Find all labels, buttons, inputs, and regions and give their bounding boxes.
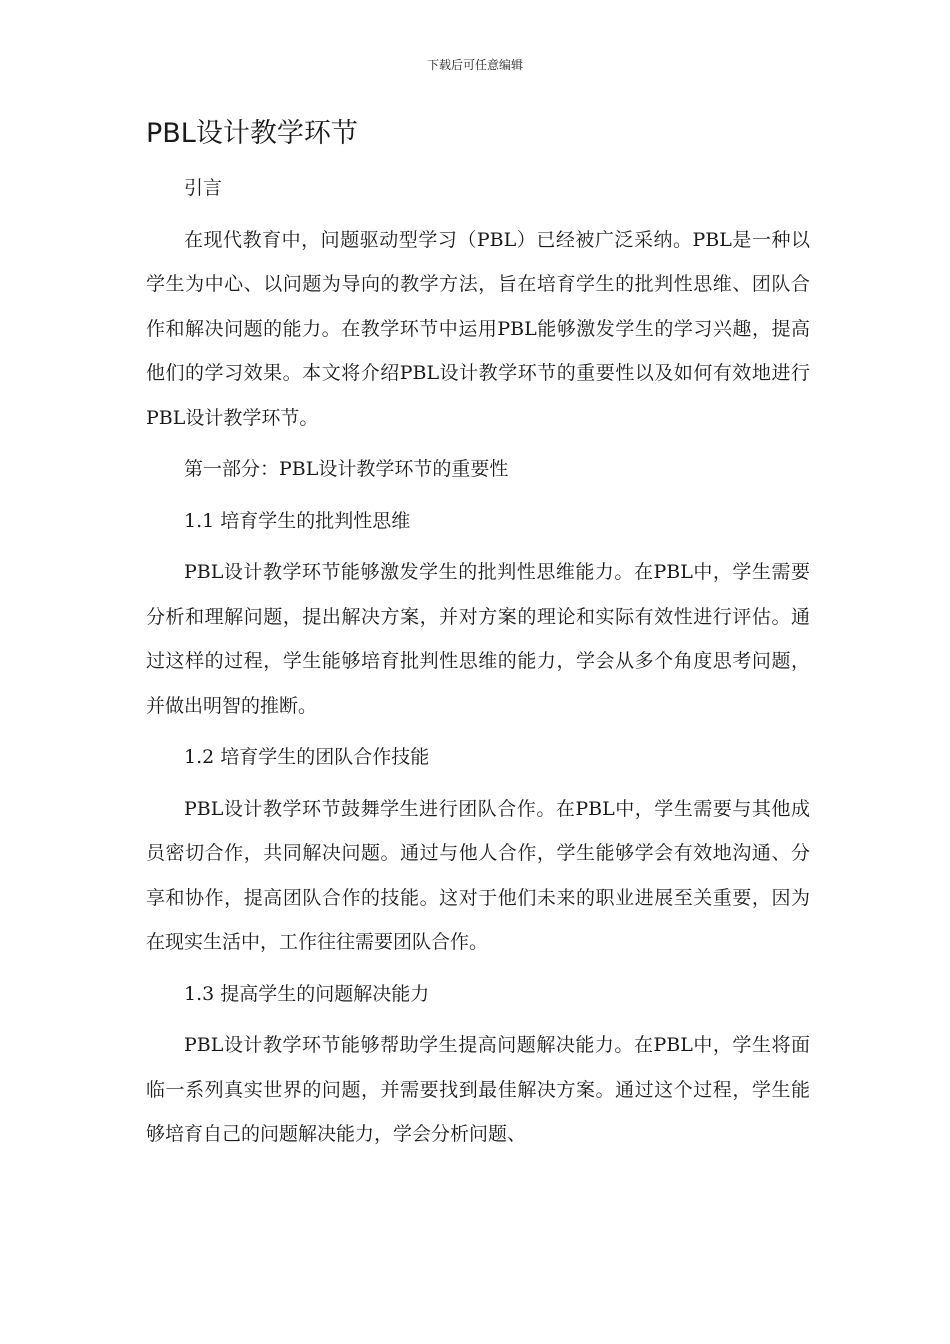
page-title: PBL设计教学环节 <box>146 118 358 149</box>
subsection-heading-1-1: 1.1 培育学生的批判性思维 <box>184 509 411 532</box>
section-heading-part1: 第一部分：PBL设计教学环节的重要性 <box>184 458 509 480</box>
subsection-heading-1-2: 1.2 培育学生的团队合作技能 <box>184 746 430 768</box>
paragraph-1-1: PBL设计教学环节能够激发学生的批判性思维能力。在PBL中，学生需要分析和理解问题，提出解决方案，并对方案的理论和实际有效性进行评估。通过这样的过程，学生能够培育批判性思维的能力，学会从多个角度思考问题，并做出明智的推断。 <box>146 561 810 717</box>
paragraph-1-3: PBL设计教学环节能够帮助学生提高问题解决能力。在PBL中，学生将面临一系列真实世界的问题，并需要找到最佳解决方案。通过这个过程，学生能够培育自己的问题解决能力，学会分析问题、 <box>146 1034 810 1145</box>
subsection-heading-1-3: 1.3 提高学生的问题解决能力 <box>184 982 430 1005</box>
header-note: 下载后可任意编辑 <box>426 58 523 72</box>
paragraph-1-2: PBL设计教学环节鼓舞学生进行团队合作。在PBL中，学生需要与其他成员密切合作，共同解决问题。通过与他人合作，学生能够学会有效地沟通、分享和协作，提高团队合作的技能。这对于他们未来的职业进展至关重要，因为在现实生活中，工作往往需要团队合作。 <box>146 797 810 953</box>
paragraph-intro-heading: 引言 <box>184 177 223 199</box>
document-body <box>146 166 810 1164</box>
paragraph-intro: 在现代教育中，问题驱动型学习（PBL）已经被广泛采纳。PBL是一种以学生为中心、以问题为导向的教学方法，旨在培育学生的批判性思维、团队合作和解决问题的能力。在教学环节中运用PBL能够激发学生的学习兴趣，提高他们的学习效果。本文将介绍PBL设计教学环节的重要性以及如何有效地进行PBL设计教学环节。 <box>146 228 810 429</box>
